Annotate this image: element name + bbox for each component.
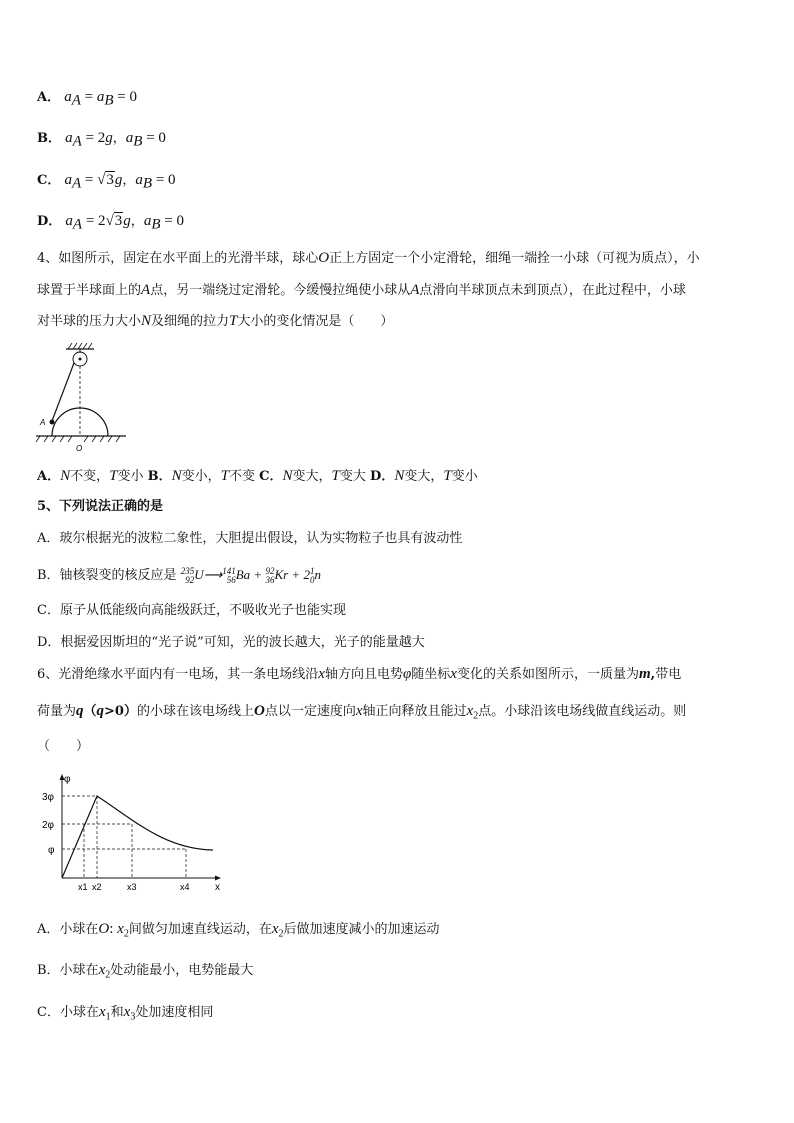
q3-option-c: C． $a_A = √3g$，$a_B = 0$ [37, 172, 176, 192]
tick-3phi: 3φ [42, 792, 55, 803]
q4-options: A．N不变，T变小 B．N变小，T不变 C．N变大，T变大 D．N变大，T变小 [37, 468, 478, 484]
q6-stem-line-1: 6、光滑绝缘水平面内有一电场，其一条电场线沿x轴方向且电势φ随坐标x变化的关系如图所示，一质量为m,带电 [37, 666, 682, 682]
q4-stem-line-2: 球置于半球面上的A点，另一端绕过定滑轮。今缓慢拉绳使小球从A点滑向半球顶点未到顶点），在此过程中，小球 [37, 282, 686, 298]
q6-option-a: A．小球在O: $x_2$间做匀加速直线运动，在$x_2$后做加速度减小的加速运动 [37, 921, 440, 940]
q4-stem-line-3: 对半球的压力大小N及细绳的拉力T大小的变化情况是（ ） [37, 313, 394, 329]
q6-stem-line-3: （ ） [37, 739, 90, 754]
tick-phi: φ [48, 845, 55, 856]
q5-option-a: A．玻尔根据光的波粒二象性，大胆提出假设，认为实物粒子也具有波动性 [37, 531, 463, 546]
q4-stem-line-1: 4、如图所示，固定在水平面上的光滑半球，球心O正上方固定一个小定滑轮，细绳一端拴一小球（可视为质点），小 [37, 250, 700, 266]
tick-x3: x3 [127, 882, 137, 892]
q5-option-b: B．铀核裂变的核反应是 235 92 U⟶ 141 56 Ba + 92 36 Kr + 2 1 0 n [37, 566, 321, 586]
tick-x1: x1 [78, 882, 88, 892]
q5-option-c: C．原子从低能级向高能级跃迁，不吸收光子也能实现 [37, 603, 346, 618]
tick-x4: x4 [180, 882, 190, 892]
tick-x2: x2 [92, 882, 102, 892]
q4-figure-hemisphere-pulley [30, 338, 130, 456]
point-o-label: O [76, 444, 83, 453]
tick-2phi: 2φ [42, 820, 55, 831]
q6-stem-line-2: 荷量为q（q>0）的小球在该电场线上O点以一定速度向x轴正向释放且能过$x_2$点。小球沿该电场线做直线运动。则 [37, 703, 687, 722]
graph-x-label: x [215, 882, 220, 893]
q6-option-b: B．小球在$x_2$处动能最小，电势能最大 [37, 962, 254, 981]
q3-option-a: A． $a_A = a_B = 0$ [37, 89, 138, 109]
q3-option-b: B． $a_A = 2g$，$a_B = 0$ [37, 130, 166, 150]
q3-option-d: D． $a_A = 2√3g$，$a_B = 0$ [37, 213, 184, 233]
q5-option-d: D．根据爱因斯坦的“光子说”可知，光的波长越大，光子的能量越大 [37, 635, 425, 650]
graph-y-label: φ [64, 774, 71, 785]
q6-option-c: C．小球在$x_1$和$x_3$处加速度相同 [37, 1004, 214, 1023]
q6-potential-graph [40, 771, 240, 896]
q5-stem: 5、下列说法正确的是 [37, 499, 164, 514]
point-a-label: A [40, 418, 46, 427]
